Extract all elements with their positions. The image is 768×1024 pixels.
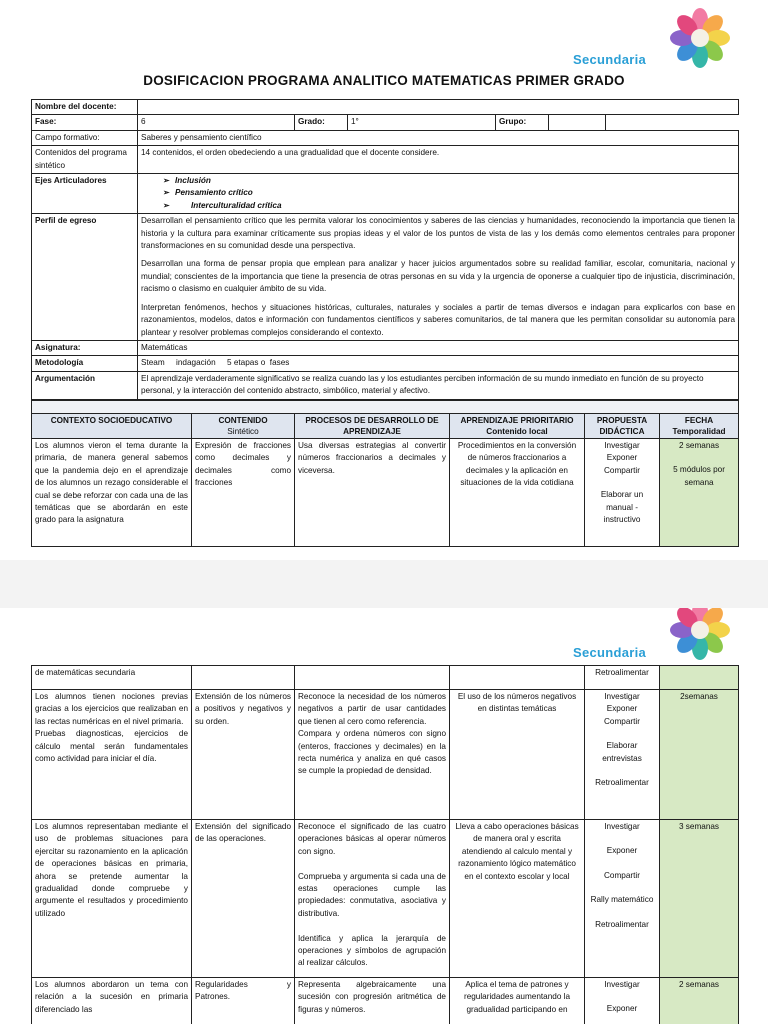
propuesta-item: Exponer [606, 704, 638, 714]
flower-logo-icon [668, 608, 732, 662]
argumentacion-value: El aprendizaje verdaderamente significativo se realiza cuando las y los estudiantes perciben información de su mundo inmediato en función de su proyecto personal, y la interacción del contenido abstracto, simbólico, material y afectivo. [138, 371, 739, 399]
propuesta-spacer [588, 833, 656, 845]
fecha-cell: 2semanas [660, 690, 739, 820]
ejes-list [141, 175, 735, 212]
col-header-contenido [192, 414, 295, 439]
propuesta-item: Elaborar entrevistas [602, 741, 642, 763]
procesos-cell: Reconoce el significado de las cuatro operaciones básicas al operar números con signo. Comprueba y argumenta si cada una de estas operaciones cumple las propiedades: conmutativa, asociativa y distributiva. Identifica y aplica la jerarquía de operaciones y símbolos de agrupación al realizar cálculos. [295, 820, 450, 978]
propuesta-spacer [588, 882, 656, 894]
contenido-cell: Regularidades y Patrones. [192, 978, 295, 1024]
brand-label: Secundaria [573, 645, 647, 660]
perfil-paragraph: Desarrollan el pensamiento crítico que les permita valorar los conocimientos y saberes de las ciencias y humanidades, reconociendo la importancia que tienen la historia y la cultura para examinar críticamente sus propias ideas y el valor de los puntos de vista de las y los demás como elementos centrales para proponer transformaciones en su comunidad desde una perspectiva. [141, 216, 735, 251]
col-header-aprendizaje [450, 414, 585, 439]
propuesta-cell [585, 820, 660, 978]
brand-label: Secundaria [573, 52, 647, 67]
procesos-cell: Reconoce la necesidad de los números negativos a partir de usar cantidades que tienen al cero como referencia. Compara y ordena números con signo (enteros, fracciones y decimales) en la recta numérica y analiza en qué casos se cumple la propiedad de densidad. [295, 690, 450, 820]
grupo-value [549, 115, 606, 130]
perfil-paragraph: Interpretan fenómenos, hechos y situaciones históricas, culturales, naturales y sociales a partir de temas diversos e indagan para explicarlos con base en razonamientos, modelos, datos e información con fundamentos científicos y saberes comunitarios, de tal manera que les permitan consolidar su autonomía para plantear y resolver problemas complejos considerando el contexto. [141, 302, 735, 337]
propuesta-item: Retroalimentar [595, 919, 649, 929]
propuesta-item: Compartir [604, 465, 640, 475]
empty-cell [606, 115, 739, 130]
contexto-cell: Los alumnos representaban mediante el uso de problemas situaciones para ejercitar su razonamiento en la aplicación de operaciones básicas en primaria, ahora se pretende aumentar la gradualidad donde compruebe y argumente el resultados y procedimiento utilizado [32, 820, 192, 978]
asignatura-value: Matemáticas [138, 340, 739, 355]
procesos-cell [295, 666, 450, 690]
contexto-cell: Los alumnos abordaron un tema con relación a la sucesión en primaria diferenciado las [32, 978, 192, 1024]
propuesta-item: Compartir [604, 716, 640, 726]
contexto-cell: Los alumnos tienen nociones previas gracias a los ejercicios que realizaban en las rectas numéricas en el nivel primaria. Pruebas diagnosticas, ejercicios de cálculo mental serán fundamentales como actividad para iniciar el día. [32, 690, 192, 820]
docente-field [138, 100, 739, 115]
aprendizaje-cell: El uso de los números negativos en distintas temáticas [450, 690, 585, 820]
propuesta-item: Investigar [604, 441, 640, 450]
grado-value: 1° [348, 115, 496, 130]
fase-value: 6 [138, 115, 295, 130]
perfil-text [138, 214, 739, 341]
metodologia-label: Metodología [32, 356, 138, 371]
propuesta-item: Exponer [606, 453, 638, 463]
document-title: DOSIFICACION PROGRAMA ANALITICO MATEMATICAS PRIMER GRADO [143, 73, 625, 88]
spacer-row [32, 401, 739, 414]
col-header-aprendizaje-title: APRENDIZAJE PRIORITARIO [460, 416, 574, 425]
propuesta-item: Exponer [606, 846, 638, 856]
campo-value: Saberes y pensamiento científico [138, 130, 739, 145]
col-header-contenido-title: CONTENIDO [218, 416, 268, 425]
perfil-label: Perfil de egreso [32, 214, 138, 341]
aprendizaje-cell: Aplica el tema de patrones y regularidades aumentando la gradualidad participando en [450, 978, 585, 1024]
propuesta-item: Investigar [604, 822, 640, 831]
eje-item: ➢ Inclusión [175, 175, 735, 187]
contenido-cell: Extensión de los números a positivos y negativos y su orden. [192, 690, 295, 820]
contenido-cell: Extensión del significado de las operaciones. [192, 820, 295, 978]
contexto-cell: de matemáticas secundaria [32, 666, 192, 690]
contenido-cell: Expresión de fracciones como decimales y decimales como fracciones [192, 439, 295, 547]
propuesta-cell [585, 439, 660, 547]
contenidos-label: Contenidos del programa sintético [32, 146, 138, 174]
aprendizaje-cell: Procedimientos en la conversión de números fraccionarios a decimales y la aplicación en situaciones de la vida cotidiana [450, 439, 585, 547]
propuesta-item: Rally matemático [590, 895, 654, 905]
propuesta-spacer [588, 477, 656, 489]
docente-label: Nombre del docente: [32, 100, 138, 115]
col-header-propuesta: PROPUESTA DIDÁCTICA [585, 414, 660, 439]
document-page-2 [0, 608, 768, 1024]
col-header-fecha-sub: Temporalidad [672, 427, 726, 436]
plan-table-page1 [31, 400, 739, 547]
eje-item: ➢ Pensamiento crítico [175, 187, 735, 199]
contenidos-value: 14 contenidos, el orden obedeciendo a una gradualidad que el docente considere. [138, 146, 739, 174]
fecha-cell [660, 439, 739, 547]
col-header-contexto: CONTEXTO SOCIOEDUCATIVO [32, 414, 192, 439]
propuesta-cell [585, 690, 660, 820]
ejes-label: Ejes Articuladores [32, 174, 138, 214]
campo-label: Campo formativo: [32, 130, 138, 145]
plan-table-page2 [31, 665, 739, 1024]
contenido-cell [192, 666, 295, 690]
propuesta-item: Compartir [604, 870, 640, 880]
fecha-item: 2 semanas [679, 441, 720, 450]
propuesta-item: Exponer [606, 1004, 638, 1014]
propuesta-spacer [588, 907, 656, 919]
grupo-label: Grupo: [496, 115, 549, 130]
flower-logo-icon [668, 6, 732, 70]
header-table [31, 99, 739, 400]
propuesta-spacer [588, 765, 656, 777]
propuesta-spacer [588, 991, 656, 1003]
procesos-cell: Usa diversas estrategias al convertir números fraccionarios a decimales y viceversa. [295, 439, 450, 547]
propuesta-item: Investigar [604, 980, 640, 989]
argumentacion-label: Argumentación [32, 371, 138, 399]
perfil-paragraph: Desarrollan una forma de pensar propia que emplean para analizar y hacer juicios argumentados sobre su realidad familiar, escolar, comunitaria, nacional y mundial; conscientes de la importancia que tiene la presencia de otras personas en su vida y la urgencia de oponerse a cualquier tipo de injusticia, discriminación, racismo o clasismo en cualquier ámbito de su vida. [141, 259, 735, 294]
propuesta-item: Investigar [604, 692, 640, 701]
metodologia-value: Steam indagación 5 etapas o fases [138, 356, 739, 371]
page-gap [0, 560, 768, 608]
propuesta-item: Elaborar un manual - instructivo [600, 490, 644, 525]
aprendizaje-cell: Lleva a cabo operaciones básicas de manera oral y escrita atendiendo al calculo mental y razonamiento lógico matemático en el contexto escolar y local [450, 820, 585, 978]
fecha-cell [660, 666, 739, 690]
propuesta-item: Retroalimentar [595, 778, 649, 788]
fecha-spacer [663, 452, 735, 464]
col-header-aprendizaje-sub: Contenido local [486, 427, 548, 436]
col-header-fecha [660, 414, 739, 439]
grado-label: Grado: [295, 115, 348, 130]
fecha-item: 5 módulos por semana [673, 465, 725, 487]
fecha-cell: 2 semanas [660, 978, 739, 1024]
aprendizaje-cell [450, 666, 585, 690]
propuesta-spacer [588, 858, 656, 870]
propuesta-spacer [588, 728, 656, 740]
procesos-cell: Representa algebraicamente una sucesión con progresión aritmética de figuras y números. [295, 978, 450, 1024]
col-header-contenido-sub: Sintético [227, 427, 259, 436]
propuesta-cell [585, 978, 660, 1024]
asignatura-label: Asignatura: [32, 340, 138, 355]
contexto-cell: Los alumnos vieron el tema durante la primaria, de manera general sabemos que la pandemia dejo en el aprendizaje de los alumnos un rezago considerable el cual se debe reforzar con cada una de las temáticas que se abordarán en este grado para la asignatura [32, 439, 192, 547]
eje-item: ➢ Interculturalidad crítica [175, 200, 735, 212]
col-header-fecha-title: FECHA [684, 416, 714, 425]
fase-label: Fase: [32, 115, 138, 130]
col-header-procesos: PROCESOS DE DESARROLLO DE APRENDIZAJE [295, 414, 450, 439]
fecha-cell: 3 semanas [660, 820, 739, 978]
propuesta-cell: Retroalimentar [585, 666, 660, 690]
ejes-list-cell [138, 174, 739, 214]
